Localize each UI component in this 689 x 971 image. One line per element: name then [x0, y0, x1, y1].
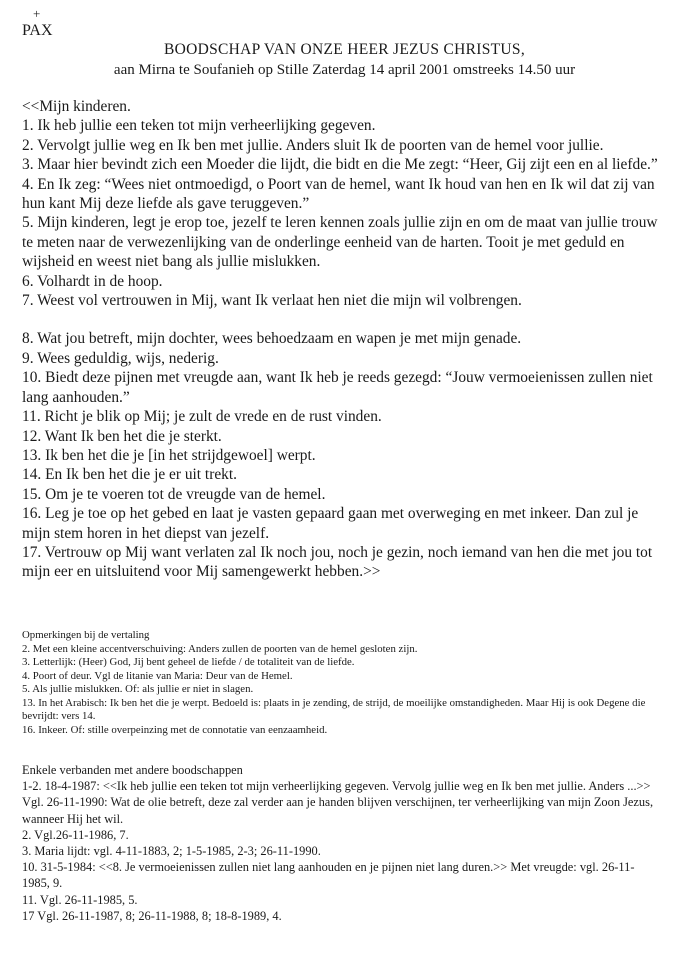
pax-heading: PAX [22, 22, 53, 39]
reference-item: Vgl. 26-11-1990: Wat de olie betreft, deze zal verder aan je handen blijven verschijnen, ter verheerlijking van mijn Zoon Jezus, wanneer Hij het wil. [22, 795, 654, 826]
message-body [22, 97, 662, 582]
message-item: 3. Maar hier bevindt zich een Moeder die lijdt, die bidt en die Me zegt: “Heer, Gij zijt een en al liefde.” [22, 156, 658, 174]
message-item: 8. Wat jou betreft, mijn dochter, wees behoedzaam en wapen je met mijn genade. [22, 330, 522, 348]
message-item: 2. Vervolgt jullie weg en Ik ben met jullie. Anders sluit Ik de poorten van de hemel voor jullie. [22, 136, 604, 154]
message-item: 14. En Ik ben het die je er uit trekt. [22, 466, 237, 484]
note-item: 5. Als jullie mislukken. Of: als jullie er niet in slagen. [22, 683, 254, 695]
message-item: 5. Mijn kinderen, legt je erop toe, jezelf te leren kennen zoals jullie zijn en om de maat van jullie trouw te meten naar de verwezenlijking van de onderlinge eenheid van de harten. Tooit je met geduld en wijsheid en weest niet bang als jullie mislukken. [22, 214, 658, 271]
document-title: BOODSCHAP VAN ONZE HEER JEZUS CHRISTUS, [163, 41, 526, 58]
notes-heading: Opmerkingen bij de vertaling [22, 629, 150, 641]
message-item: 7. Weest vol vertrouwen in Mij, want Ik verlaat hen niet die mijn wil volbrengen. [22, 292, 522, 310]
message-item: 1. Ik heb jullie een teken tot mijn verheerlijking gegeven. [22, 117, 376, 135]
note-item: 13. In het Arabisch: Ik ben het die je werpt. Bedoeld is: plaats in je zending, de strijd, de moeilijke omstandigheden. Maar Hij is ook Degene die bevrijdt: vers 14. [22, 696, 646, 722]
message-item: 17. Vertrouw op Mij want verlaten zal Ik noch jou, noch je gezin, noch iemand van hen die met jou tot mijn eer en uitsluitend voor Mij samengewerkt hebben.>> [22, 543, 653, 581]
document-subtitle: aan Mirna te Soufanieh op Stille Zaterdag 14 april 2001 omstreeks 14.50 uur [113, 62, 576, 78]
message-item: 13. Ik ben het die je [in het strijdgewoel] werpt. [22, 446, 316, 464]
reference-item: 10. 31-5-1984: <<8. Je vermoeienissen zullen niet lang aanhouden en je pijnen niet lang duren.>> Met vreugde: vgl. 26-11-1985, 9. [22, 860, 635, 891]
paragraph-gap [22, 310, 662, 329]
note-item: 2. Met een kleine accentverschuiving: Anders zullen de poorten van de hemel gesloten zijn. [22, 642, 418, 655]
reference-item: 11. Vgl. 26-11-1985, 5. [22, 892, 138, 907]
message-item: 15. Om je te voeren tot de vreugde van de hemel. [22, 485, 326, 503]
message-intro: <<Mijn kinderen. [22, 98, 131, 115]
message-item: 4. En Ik zeg: “Wees niet ontmoedigd, o Poort van de hemel, want Ik houd van hen en Ik wil dat zij van hun kant Mij deze liefde als gave teruggeven.” [22, 175, 655, 213]
related-messages [22, 762, 662, 924]
message-item: 11. Richt je blik op Mij; je zult de vrede en de rust vinden. [22, 408, 382, 426]
reference-item: 2. Vgl.26-11-1986, 7. [22, 827, 129, 842]
reference-item: 17 Vgl. 26-11-1987, 8; 26-11-1988, 8; 18-8-1989, 4. [22, 908, 282, 923]
message-item: 12. Want Ik ben het die je sterkt. [22, 427, 222, 445]
note-item: 4. Poort of deur. Vgl de litanie van Maria: Deur van de Hemel. [22, 669, 293, 682]
note-item: 3. Letterlijk: (Heer) God, Jij bent geheel de liefde / de totaliteit van de liefde. [22, 656, 355, 668]
references-heading: Enkele verbanden met andere boodschappen [22, 763, 243, 777]
cross-mark: + [33, 6, 41, 21]
message-item: 9. Wees geduldig, wijs, nederig. [22, 349, 219, 367]
reference-item: 3. Maria lijdt: vgl. 4-11-1883, 2; 1-5-1985, 2-3; 26-11-1990. [22, 844, 321, 859]
translation-notes [22, 629, 662, 737]
message-item: 6. Volhardt in de hoop. [22, 272, 163, 290]
note-item: 16. Inkeer. Of: stille overpeinzing met de connotatie van eenzaamheid. [22, 723, 328, 736]
message-item: 16. Leg je toe op het gebed en laat je vasten gepaard gaan met overweging en met inkeer. Dan zul je mijn stem horen in het diepst van jezelf. [22, 505, 639, 542]
message-item: 10. Biedt deze pijnen met vreugde aan, want Ik heb je reeds gezegd: “Jouw vermoeienissen zullen niet lang aanhouden.” [22, 369, 653, 406]
reference-item: 1-2. 18-4-1987: <<Ik heb jullie een teken tot mijn verheerlijking gegeven. Vervolg jullie weg en Ik ben met jullie. Anders ...>> [22, 779, 651, 794]
